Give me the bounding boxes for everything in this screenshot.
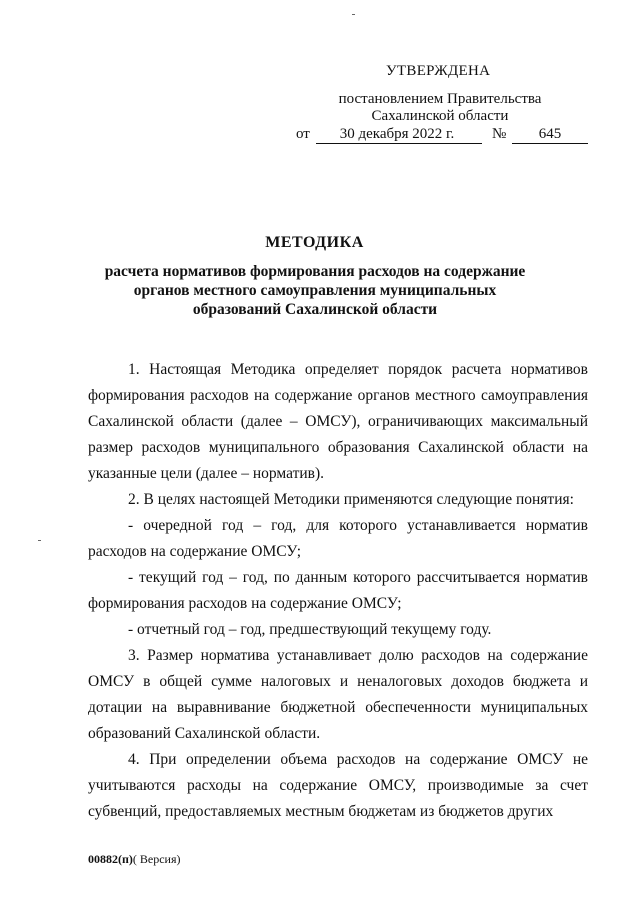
approval-number: 645 [538, 126, 562, 142]
definition-current-year: - текущий год – год, по данным которого рассчитывается норматив формирования расходов на содержание ОМСУ; [88, 569, 588, 612]
approval-date-row [292, 126, 592, 146]
approval-title: УТВЕРЖДЕНА [386, 63, 491, 79]
approval-line-region: Сахалинской области [371, 108, 509, 124]
approval-line-resolution: постановлением Правительства [338, 91, 542, 107]
document-code: 00882(п) [88, 852, 133, 866]
approval-date: 30 декабря 2022 г. [339, 126, 455, 142]
definition-next-year: - очередной год – год, для которого устанавливается норматив расходов на содержание ОМСУ; [88, 517, 588, 560]
paragraph-4: 4. При определении объема расходов на содержание ОМСУ не учитываются расходы на содержание ОМСУ, производимые за счет субвенций, предоставляемых местным бюджетам из бюджетов других [88, 751, 588, 820]
scan-mark [38, 540, 41, 541]
approval-number-label: № [492, 126, 507, 142]
paragraph-2: 2. В целях настоящей Методики применяются следующие понятия: [128, 491, 574, 508]
approval-from-label: от [296, 126, 310, 142]
date-underline [316, 143, 482, 144]
document-subtitle: расчета нормативов формирования расходов на содержание органов местного самоуправления муниципальных образований Сахалинской области [104, 263, 526, 318]
paragraph-1: 1. Настоящая Методика определяет порядок расчета нормативов формирования расходов на содержание органов местного самоуправления Сахалинской области (далее – ОМСУ), ограничивающих максимальный размер расходов муниципального образования Сахалинской области на указанные цели (далее – норматив). [88, 361, 588, 482]
footer-code [88, 852, 181, 867]
definition-reporting-year: - отчетный год – год, предшествующий текущему году. [128, 621, 492, 638]
paragraph-3: 3. Размер норматива устанавливает долю расходов на содержание ОМСУ в общей сумме налоговых и неналоговых доходов бюджета и дотации на выравнивание бюджетной обеспеченности муниципальных образований Сахалинской области. [88, 647, 588, 742]
document-version: ( Версия) [132, 852, 181, 866]
number-underline [512, 143, 588, 144]
scan-mark [352, 14, 355, 15]
document-title: МЕТОДИКА [265, 234, 364, 251]
document-body [88, 357, 588, 825]
